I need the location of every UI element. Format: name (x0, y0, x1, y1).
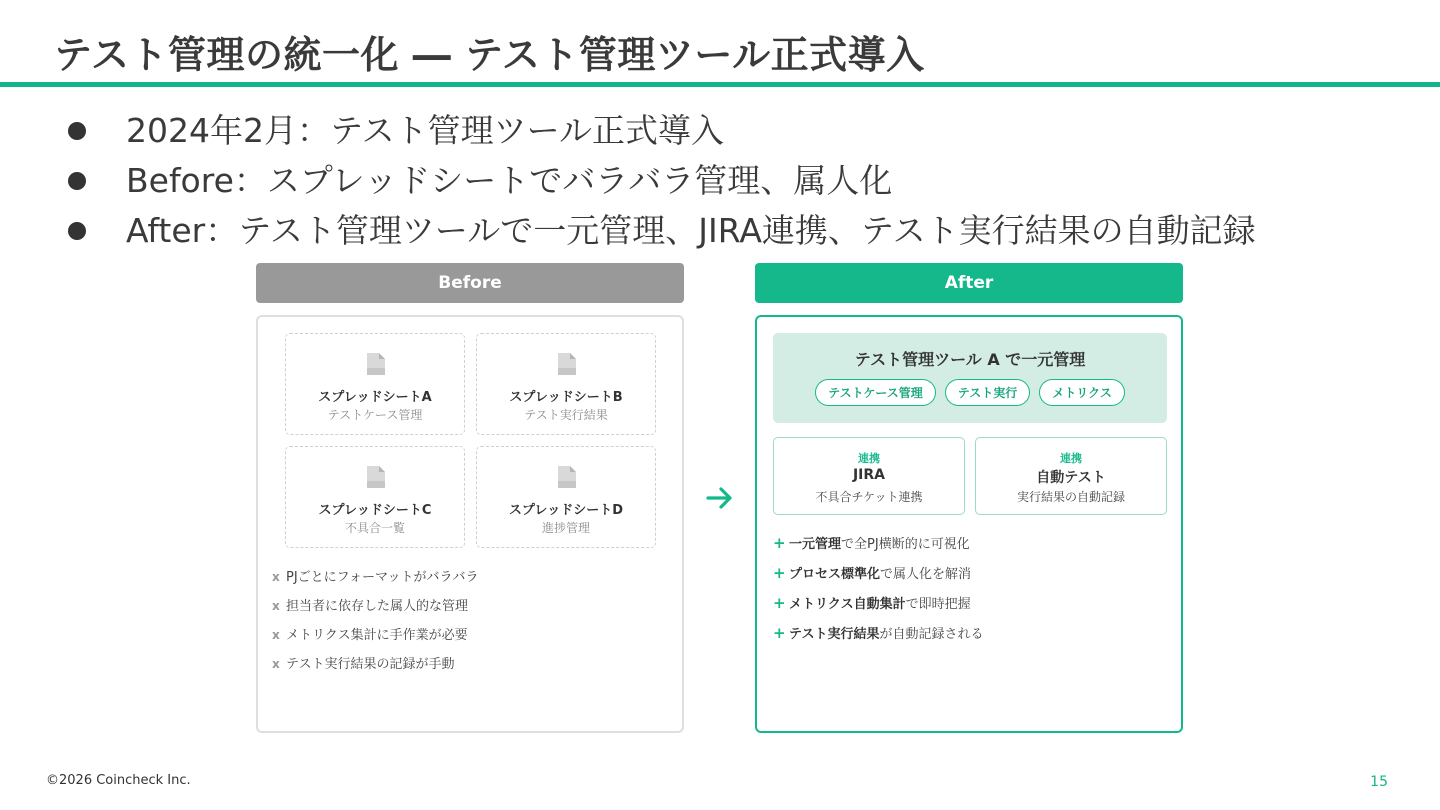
spreadsheet-card (476, 446, 656, 548)
bullet-text: After：テスト管理ツールで一元管理、JIRA連携、テスト実行結果の自動記録 (126, 211, 1256, 250)
feature-pill: メトリクス (1039, 379, 1125, 406)
bullet-item (66, 206, 1256, 256)
feature-pill-row (773, 379, 1167, 406)
integration-name: 自動テスト (1036, 470, 1106, 486)
plus-icon: + (773, 594, 786, 612)
page-number: 15 (1370, 774, 1388, 790)
x-mark-icon: x (272, 628, 280, 642)
spreadsheet-purpose: 不具合一覧 (344, 521, 405, 535)
spreadsheet-purpose: テストケース管理 (327, 408, 423, 422)
integration-desc: 不具合チケット連携 (815, 490, 923, 504)
integration-tag: 連携 (858, 452, 880, 465)
issue-text: PJごとにフォーマットがバラバラ (286, 570, 479, 585)
benefit-item (773, 589, 984, 619)
integration-card (773, 437, 965, 515)
before-issue-list (272, 563, 479, 679)
benefit-text: で全PJ横断的に可視化 (841, 537, 970, 552)
feature-pill: テスト実行 (945, 379, 1031, 406)
before-panel (256, 315, 684, 733)
issue-text: メトリクス集計に手作業が必要 (286, 628, 468, 643)
arrow-right-icon (706, 480, 734, 516)
before-header: Before (256, 263, 684, 303)
document-icon (557, 352, 577, 376)
integration-card (975, 437, 1167, 515)
benefit-keyword: プロセス標準化 (789, 567, 881, 582)
after-panel (755, 315, 1183, 733)
issue-text: 担当者に依存した属人的な管理 (286, 599, 469, 614)
spreadsheet-name: スプレッドシートC (318, 503, 432, 518)
plus-icon: + (773, 564, 786, 582)
issue-item (272, 650, 479, 679)
unified-tool-title: テスト管理ツール A で一元管理 (854, 350, 1086, 369)
plus-icon: + (773, 534, 786, 552)
benefit-text: で即時把握 (905, 597, 971, 612)
bullet-text: Before：スプレッドシートでバラバラ管理、属人化 (126, 161, 893, 200)
spreadsheet-name: スプレッドシートD (508, 503, 624, 518)
bullet-text: 2024年2月：テスト管理ツール正式導入 (126, 111, 724, 150)
bullet-dot-icon (68, 222, 86, 240)
document-icon (366, 465, 386, 489)
integration-tag: 連携 (1060, 452, 1082, 465)
integration-desc: 実行結果の自動記録 (1016, 490, 1125, 504)
spreadsheet-card (285, 446, 465, 548)
spreadsheet-name: スプレッドシートA (318, 390, 432, 405)
bullet-item (66, 156, 1256, 206)
spreadsheet-purpose: テスト実行結果 (524, 408, 608, 422)
bullet-list (66, 106, 1256, 256)
spreadsheet-card (285, 333, 465, 435)
issue-item (272, 563, 479, 592)
bullet-dot-icon (68, 122, 86, 140)
spreadsheet-purpose: 進捗管理 (541, 521, 590, 535)
after-header: After (755, 263, 1183, 303)
integration-name: JIRA (852, 467, 886, 483)
benefit-keyword: 一元管理 (789, 537, 842, 552)
document-icon (557, 465, 577, 489)
unified-tool-box (773, 333, 1167, 423)
benefit-item (773, 619, 984, 649)
x-mark-icon: x (272, 599, 280, 613)
x-mark-icon: x (272, 657, 280, 671)
issue-item (272, 592, 479, 621)
x-mark-icon: x (272, 570, 280, 584)
copyright-text: ©2026 Coincheck Inc. (46, 773, 191, 788)
benefit-keyword: メトリクス自動集計 (789, 597, 906, 612)
document-icon (366, 352, 386, 376)
slide-title: テスト管理の統一化 ― テスト管理ツール正式導入 (54, 33, 925, 77)
after-benefit-list (773, 529, 984, 649)
plus-icon: + (773, 624, 786, 642)
benefit-item (773, 559, 984, 589)
bullet-item (66, 106, 1256, 156)
spreadsheet-name: スプレッドシートB (509, 390, 623, 405)
title-divider (0, 82, 1440, 87)
benefit-keyword: テスト実行結果 (789, 627, 880, 642)
issue-item (272, 621, 479, 650)
spreadsheet-card (476, 333, 656, 435)
feature-pill: テストケース管理 (815, 379, 936, 406)
issue-text: テスト実行結果の記録が手動 (286, 657, 455, 672)
bullet-dot-icon (68, 172, 86, 190)
benefit-text: が自動記録される (879, 627, 984, 642)
benefit-text: で属人化を解消 (880, 567, 972, 582)
benefit-item (773, 529, 984, 559)
